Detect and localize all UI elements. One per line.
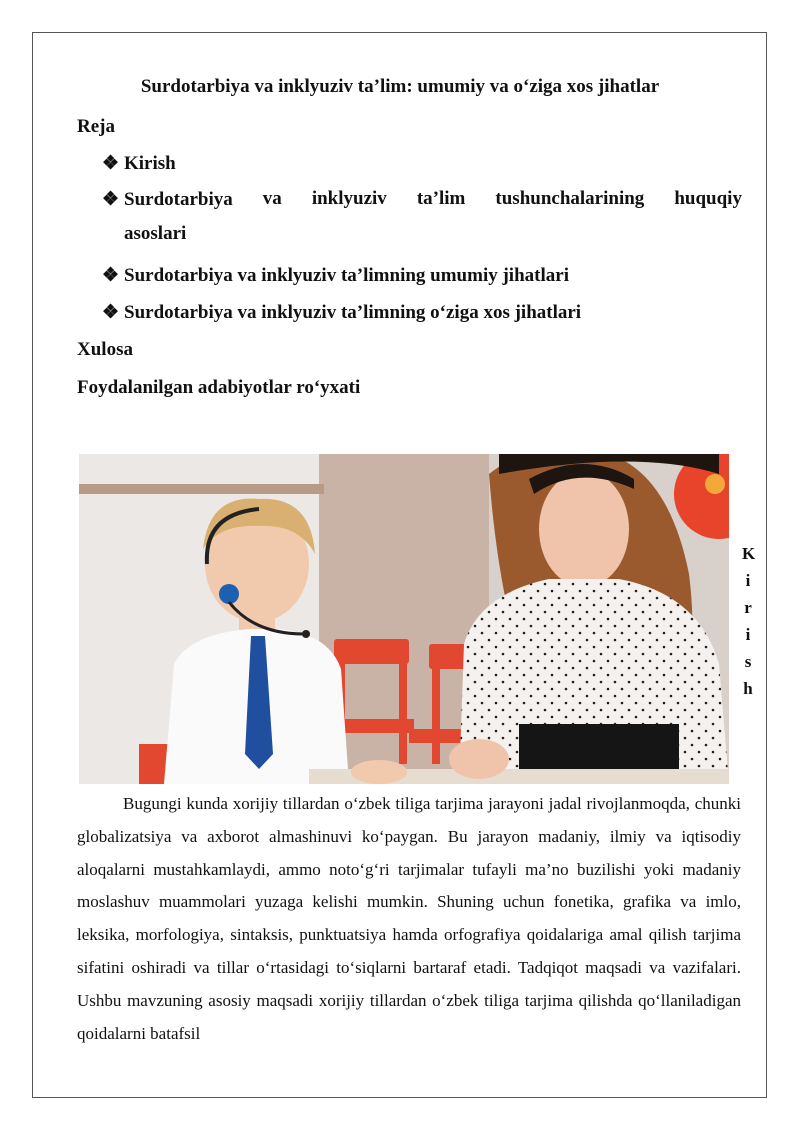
teacher-child-photo	[79, 454, 729, 784]
plan-item-word: ❖ Surdotarbiya	[102, 189, 233, 210]
heading-letter: s	[744, 652, 752, 671]
references-heading: Foydalanilgan adabiyotlar ro‘yxati	[77, 377, 361, 398]
plan-item-label: Surdotarbiya va inklyuziv ta’limning o‘ziga xos jihatlari	[124, 302, 582, 323]
section-heading-kirish	[742, 540, 754, 702]
photo-illustration	[79, 454, 729, 784]
document-title: Surdotarbiya va inklyuziv ta’lim: umumiy va o‘ziga xos jihatlar	[140, 76, 660, 97]
heading-letter: K	[742, 544, 756, 563]
paragraph-text: Bugungi kunda xorijiy tillardan o‘zbek tiliga tarjima jarayoni jadal rivojlanmoqda, chunki globalizatsiya va axborot almashinuvi ko‘paygan. Bu jarayon madaniy, ilmiy va iqtisodiy aloqalarni mustahkamlaydi, ammo noto‘g‘ri tarjimalar tufayli ma’no buzilishi yoki madaniy moslashuv muammolari yuzaga kelishi mumkin. Shuning uchun fonetika, grafika va imlo, leksika, morfologiya, sintaksis, punktuatsiya hamda orfografiya qoidalariga amal qilish tarjima sifatini oshiradi va tillar o‘rtasidagi to‘siqlarni bartaraf etadi. Tadqiqot maqsadi va vazifalari. Ushbu mavzuning asosiy maqsadi xorijiy tillardan o‘zbek tiliga tarjima qilishda qo‘llaniladigan qoidalarni batafsil	[77, 794, 741, 1043]
heading-letter: i	[745, 571, 751, 590]
plan-heading: Reja	[77, 116, 115, 137]
diamond-bullet-icon: ❖	[102, 265, 120, 286]
diamond-bullet-icon: ❖	[102, 189, 120, 210]
plan-item-word: inklyuziv	[311, 188, 387, 209]
plan-item-word: va	[262, 188, 282, 209]
plan-item-word: ta’lim	[416, 188, 466, 209]
plan-item-umumiy	[102, 264, 569, 287]
plan-item-word: tushunchalarining	[495, 188, 645, 209]
plan-item-word: huquqiy	[674, 188, 742, 209]
diamond-bullet-icon: ❖	[102, 153, 120, 174]
conclusion-heading: Xulosa	[77, 339, 133, 360]
diamond-bullet-icon: ❖	[102, 302, 120, 323]
body-paragraph	[77, 788, 741, 1050]
heading-letter: r	[744, 598, 752, 617]
heading-letter: h	[743, 679, 753, 698]
heading-letter: i	[745, 625, 751, 644]
plan-item-huquqiy-asoslari	[102, 188, 742, 245]
plan-item-oziga-xos	[102, 301, 581, 324]
plan-item-kirish	[102, 152, 176, 175]
plan-item-word: asoslari	[124, 223, 187, 244]
plan-item-label: Surdotarbiya va inklyuziv ta’limning umumiy jihatlari	[124, 265, 569, 286]
plan-item-label: Kirish	[124, 153, 176, 174]
